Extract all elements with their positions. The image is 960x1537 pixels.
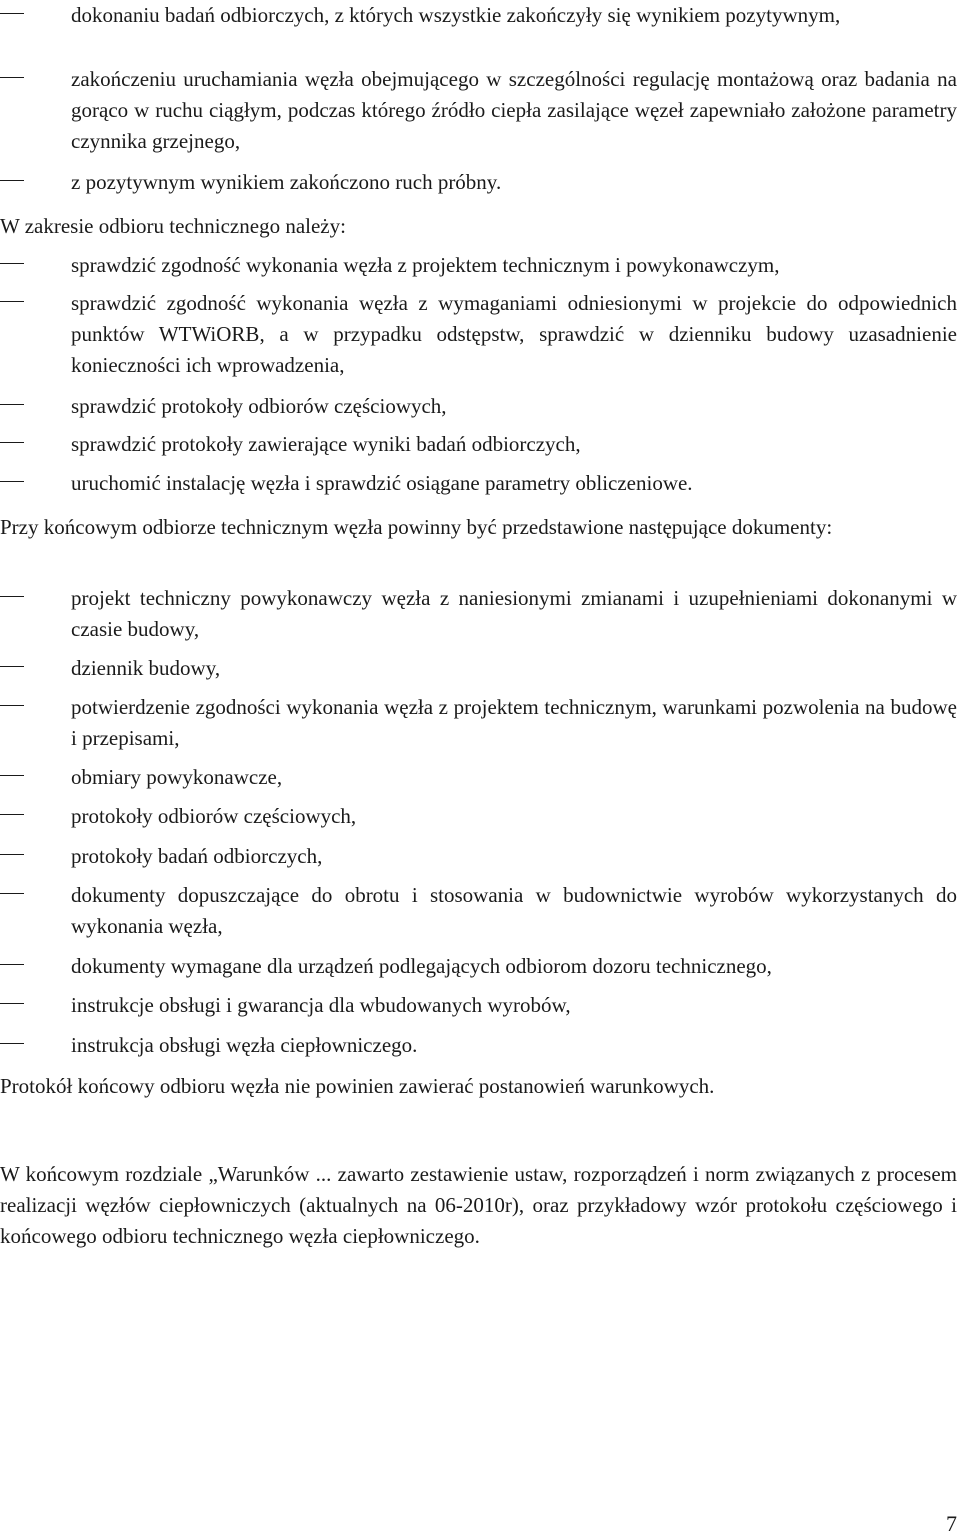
list-item-text: instrukcja obsługi węzła ciepłowniczego. bbox=[71, 1033, 418, 1057]
list-item-text: zakończeniu uruchamiania węzła obejmującego w szczególności regulację montażową oraz badania na gorąco w ruchu ciągłym, podczas którego źródło ciepła zasilające węzeł zapewniało założone parametry czynnika grzejnego, bbox=[71, 67, 957, 153]
dash-bullet bbox=[0, 814, 24, 815]
dash-bullet bbox=[0, 13, 24, 14]
dash-bullet bbox=[0, 666, 24, 667]
dash-bullet bbox=[0, 1043, 24, 1044]
dash-bullet bbox=[0, 596, 24, 597]
dash-bullet bbox=[0, 481, 24, 482]
dash-bullet bbox=[0, 854, 24, 855]
list-item-text: sprawdzić protokoły zawierające wyniki badań odbiorczych, bbox=[71, 432, 581, 456]
list-item-text: protokoły odbiorów częściowych, bbox=[71, 804, 357, 828]
dash-bullet bbox=[0, 1003, 24, 1004]
list-item-text: sprawdzić protokoły odbiorów częściowych, bbox=[71, 394, 447, 418]
dash-bullet bbox=[0, 442, 24, 443]
list-item-text: projekt techniczny powykonawczy węzła z naniesionymi zmianami i uzupełnieniami dokonanymi w czasie budowy, bbox=[71, 586, 957, 641]
dash-bullet bbox=[0, 893, 24, 894]
list-item-text: uruchomić instalację węzła i sprawdzić osiągane parametry obliczeniowe. bbox=[71, 471, 693, 495]
list-item-text: dziennik budowy, bbox=[71, 656, 221, 680]
list-item-text: dokonaniu badań odbiorczych, z których wszystkie zakończyły się wynikiem pozytywnym, bbox=[71, 3, 841, 27]
dash-bullet bbox=[0, 77, 24, 78]
list-item-text: potwierdzenie zgodności wykonania węzła z projektem technicznym, warunkami pozwolenia na budowę i przepisami, bbox=[71, 695, 957, 750]
list-item-text: sprawdzić zgodność wykonania węzła z projektem technicznym i powykonawczym, bbox=[71, 253, 780, 277]
list-item-text: z pozytywnym wynikiem zakończono ruch próbny. bbox=[71, 170, 502, 194]
dash-bullet bbox=[0, 263, 24, 264]
list-item-text: obmiary powykonawcze, bbox=[71, 765, 283, 789]
dash-bullet bbox=[0, 180, 24, 181]
list-item-text: dokumenty wymagane dla urządzeń podlegających odbiorom dozoru technicznego, bbox=[71, 954, 772, 978]
dash-bullet bbox=[0, 404, 24, 405]
dash-bullet bbox=[0, 301, 24, 302]
list-item-text: instrukcje obsługi i gwarancja dla wbudowanych wyrobów, bbox=[71, 993, 571, 1017]
dash-bullet bbox=[0, 775, 24, 776]
dash-bullet bbox=[0, 964, 24, 965]
paragraph-documents-intro: Przy końcowym odbiorze technicznym węzła powinny być przedstawione następujące dokumenty: bbox=[0, 515, 833, 539]
list-item-text: dokumenty dopuszczające do obrotu i stosowania w budownictwie wyrobów wykorzystanych do wykonania węzła, bbox=[71, 883, 957, 938]
list-item-text: protokoły badań odbiorczych, bbox=[71, 844, 323, 868]
paragraph-final-protocol: Protokół końcowy odbioru węzła nie powinien zawierać postanowień warunkowych. bbox=[0, 1074, 715, 1098]
paragraph-odbior-intro: W zakresie odbioru technicznego należy: bbox=[0, 214, 346, 238]
dash-bullet bbox=[0, 705, 24, 706]
list-item-text: sprawdzić zgodność wykonania węzła z wymaganiami odniesionymi w projekcie do odpowiednich punktów WTWiORB, a w przypadku odstępstw, sprawdzić w dzienniku budowy uzasadnienie konieczności ich wprowadzenia, bbox=[71, 291, 957, 377]
paragraph-final-chapter: W końcowym rozdziale „Warunków ... zawarto zestawienie ustaw, rozporządzeń i norm związanych z procesem realizacji węzłów ciepłowniczych (aktualnych na 06-2010r), oraz przykładowy wzór protokołu częściowego i końcowego odbioru technicznego węzła ciepłowniczego. bbox=[0, 1162, 957, 1248]
page-number: 7 bbox=[946, 1511, 957, 1536]
